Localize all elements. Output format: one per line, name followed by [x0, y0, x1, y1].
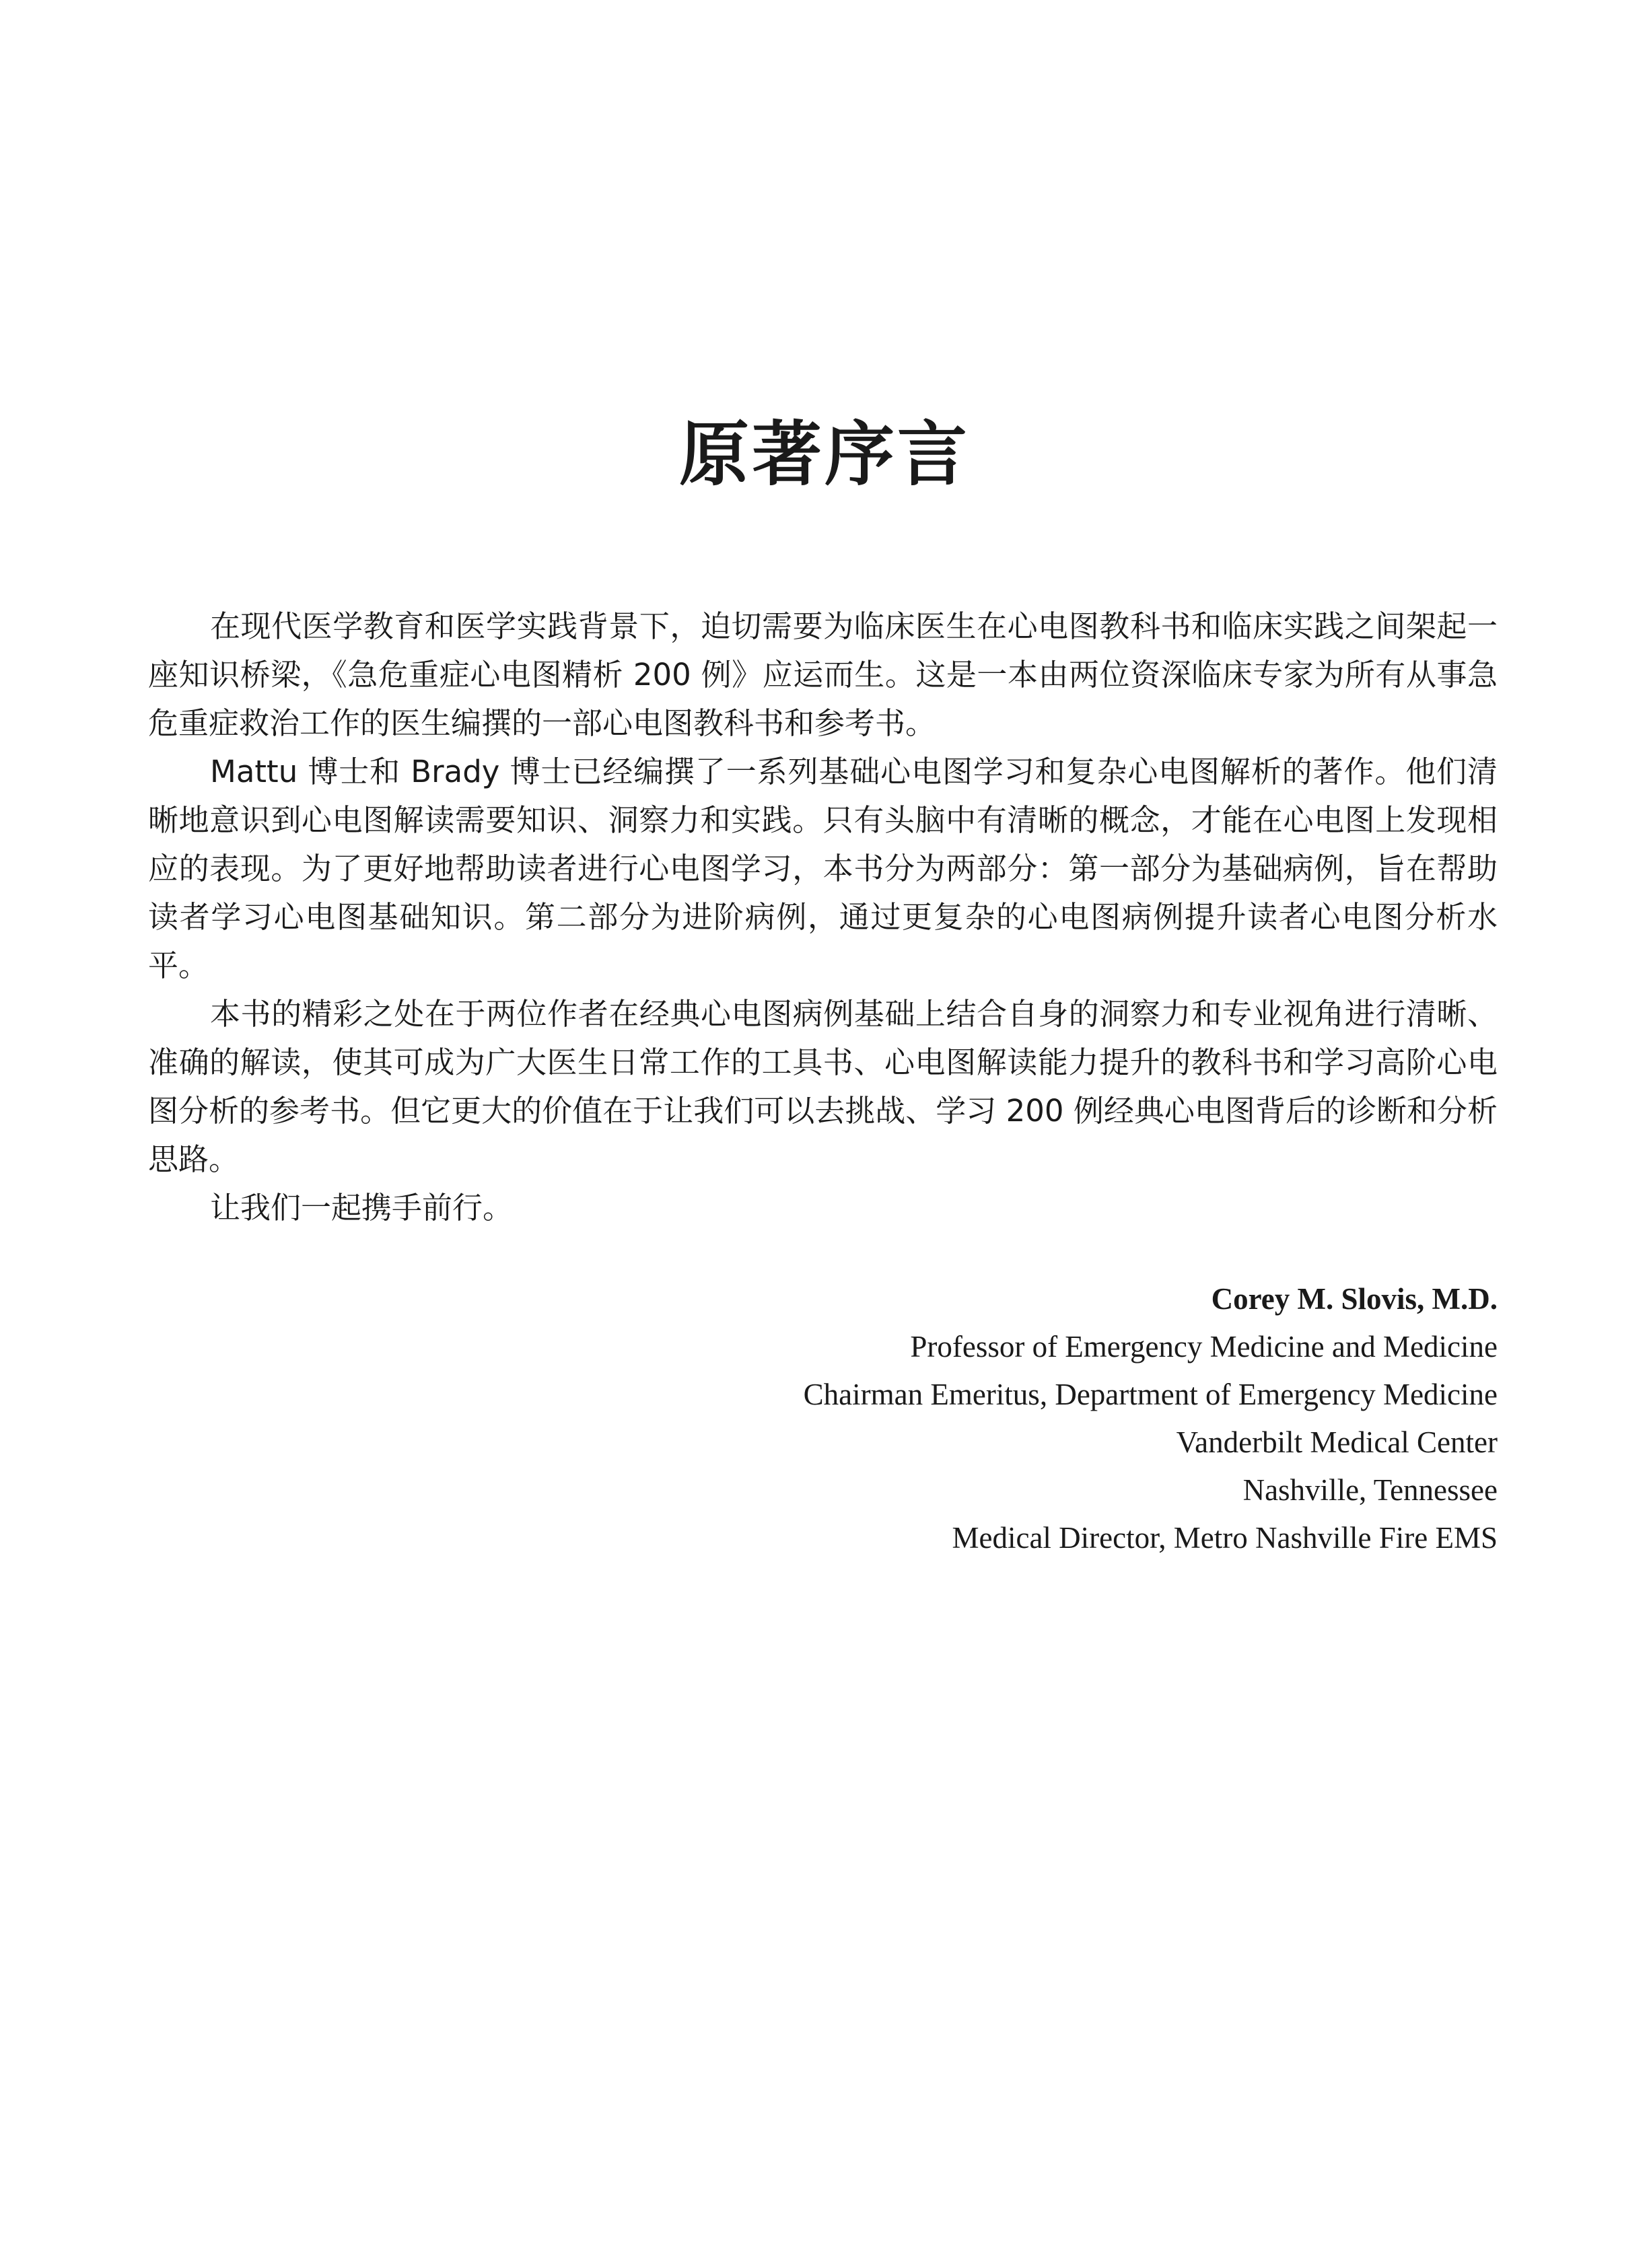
author-affiliation-line: Vanderbilt Medical Center [1176, 1425, 1498, 1459]
signature-block [555, 1275, 1498, 1562]
author-title-line: Chairman Emeritus, Department of Emergency Medicine [803, 1378, 1498, 1411]
page-title: 原著序言 [678, 413, 970, 495]
paragraph: 让我们一起携手前行。 [210, 1190, 514, 1226]
author-title-line: Medical Director, Metro Nashville Fire EMS [952, 1521, 1498, 1555]
preface-body [148, 602, 1498, 1232]
paragraph: 本书的精彩之处在于两位作者在经典心电图病例基础上结合自身的洞察力和专业视角进行清晰、准确的解读，使其可成为广大医生日常工作的工具书、心电图解读能力提升的教科书和学习高阶心电图分析的参考书。但它更大的价值在于让我们可以去挑战、学习 200 例经典心电图背后的诊断和分析思路。 [148, 996, 1498, 1177]
paragraph: 在现代医学教育和医学实践背景下，迫切需要为临床医生在心电图教科书和临床实践之间架起一座知识桥梁，《急危重症心电图精析 200 例》应运而生。这是一本由两位资深临床专家为所有从事急危重症救治工作的医生编撰的一部心电图教科书和参考书。 [148, 608, 1498, 741]
author-title-line: Professor of Emergency Medicine and Medicine [910, 1330, 1498, 1363]
author-location-line: Nashville, Tennessee [1242, 1473, 1498, 1507]
paragraph: Mattu 博士和 Brady 博士已经编撰了一系列基础心电图学习和复杂心电图解析的著作。他们清晰地意识到心电图解读需要知识、洞察力和实践。只有头脑中有清晰的概念，才能在心电图上发现相应的表现。为了更好地帮助读者进行心电图学习，本书分为两部分：第一部分为基础病例，旨在帮助读者学习心电图基础知识。第二部分为进阶病例，通过更复杂的心电图病例提升读者心电图分析水平。 [148, 754, 1498, 983]
author-name: Corey M. Slovis, M.D. [1211, 1282, 1498, 1316]
